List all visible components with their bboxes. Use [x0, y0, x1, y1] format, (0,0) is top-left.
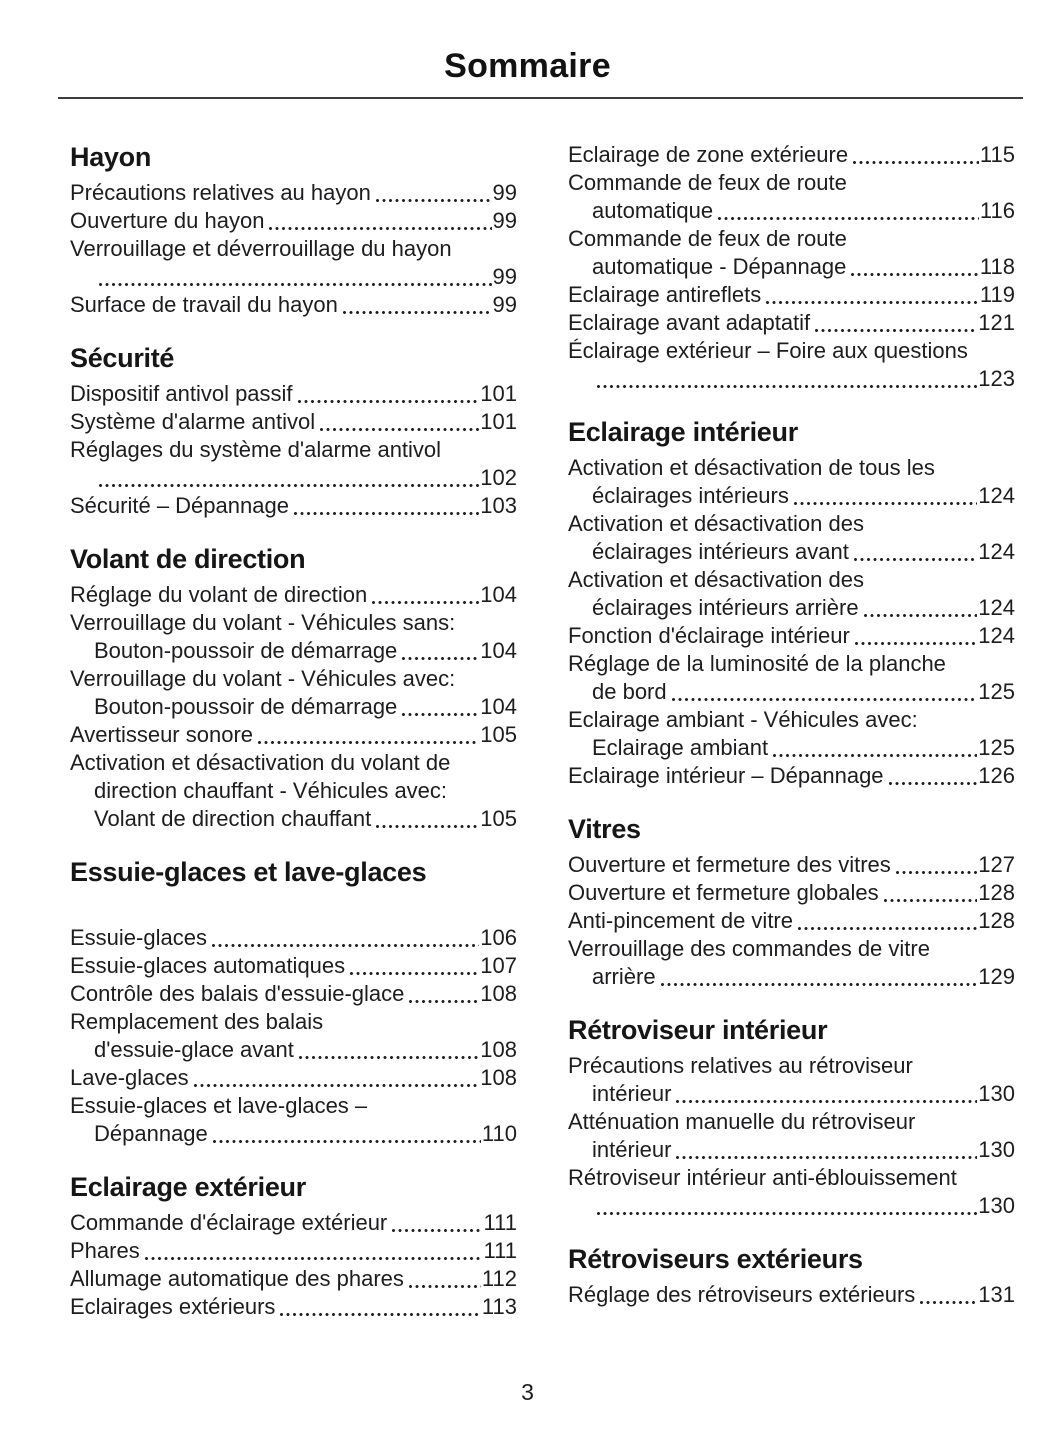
entry-label: Système d'alarme antivol: [70, 409, 316, 434]
dot-leader: [676, 1156, 977, 1159]
toc-column-left: [70, 141, 517, 1344]
entry-last-line: [568, 309, 1015, 337]
entry-last-line: [70, 464, 517, 492]
entry-page-number: 124: [978, 483, 1015, 508]
page-number: 3: [521, 1379, 534, 1405]
dot-leader: [853, 161, 979, 164]
entry-page-number: 116: [979, 198, 1015, 223]
section-heading: Volant de direction: [70, 544, 306, 574]
dot-leader: [269, 227, 491, 230]
entry-page-number: 113: [481, 1294, 517, 1319]
entry-page-number: 99: [492, 208, 517, 233]
toc-entry: [568, 225, 1015, 281]
entry-last-line: [70, 263, 517, 291]
entry-last-line: [568, 1192, 1015, 1220]
entry-label: automatique: [592, 198, 714, 223]
entry-label: Ouverture et fermeture globales: [568, 880, 879, 905]
entry-label: Eclairage ambiant - Véhicules avec:: [568, 707, 918, 732]
entry-last-line: [70, 1293, 517, 1321]
toc-entry: [568, 907, 1015, 935]
toc-entry: [568, 935, 1015, 991]
toc-section: [70, 342, 517, 520]
entry-last-line: [70, 1120, 517, 1148]
entry-last-line: [70, 291, 517, 319]
toc-entry: [568, 1164, 1015, 1220]
entry-page-number: 111: [483, 1238, 517, 1263]
section-heading: Vitres: [568, 814, 641, 844]
entry-label: Dispositif antivol passif: [70, 381, 293, 406]
toc-entry: [70, 492, 517, 520]
entry-label: Eclairage de zone extérieure: [568, 142, 849, 167]
entry-last-line: [70, 581, 517, 609]
dot-leader: [851, 273, 979, 276]
toc-entry: [70, 408, 517, 436]
dot-leader: [597, 385, 977, 388]
entry-label: Eclairages extérieurs: [70, 1294, 276, 1319]
entry-page-number: 119: [979, 282, 1015, 307]
entry-label: Volant de direction chauffant: [94, 806, 372, 831]
toc-entry: [568, 622, 1015, 650]
entry-page-number: 131: [978, 1282, 1015, 1307]
section-heading: Rétroviseurs extérieurs: [568, 1244, 863, 1274]
entry-last-line: [568, 678, 1015, 706]
entry-last-line: [70, 980, 517, 1008]
entry-page-number: 127: [978, 852, 1015, 877]
toc-entry: [70, 1293, 517, 1321]
entry-label: Verrouillage du volant - Véhicules avec:: [70, 666, 456, 691]
toc-entry: [70, 749, 517, 833]
entry-label: Activation et désactivation de tous les: [568, 455, 935, 480]
entry-page-number: 108: [480, 1037, 517, 1062]
entry-page-number: 130: [978, 1081, 1015, 1106]
entry-page-number: 129: [978, 964, 1015, 989]
entry-label: automatique - Dépannage: [592, 254, 847, 279]
entry-label: Eclairage intérieur – Dépannage: [568, 763, 884, 788]
entry-last-line: [70, 924, 517, 952]
toc-entry: [568, 1052, 1015, 1108]
entry-page-number: 101: [480, 409, 517, 434]
entry-page-number: 123: [978, 366, 1015, 391]
dot-leader: [320, 428, 479, 431]
entry-page-number: 104: [480, 638, 517, 663]
entry-last-line: [70, 207, 517, 235]
toc-entry: [568, 510, 1015, 566]
toc-section: [70, 141, 517, 319]
entry-label: Réglage de la luminosité de la planche: [568, 651, 946, 676]
entry-label: Rétroviseur intérieur anti-éblouissement: [568, 1165, 957, 1190]
entry-last-line: [568, 197, 1015, 225]
entry-last-line: [568, 253, 1015, 281]
dot-leader: [798, 927, 977, 930]
dot-leader: [372, 601, 479, 604]
entry-label: Commande d'éclairage extérieur: [70, 1210, 388, 1235]
entry-last-line: [568, 141, 1015, 169]
entry-last-line: [568, 1281, 1015, 1309]
entry-page-number: 130: [978, 1193, 1015, 1218]
entry-page-number: 108: [480, 1065, 517, 1090]
toc-entry: [568, 337, 1015, 393]
entry-last-line: [70, 805, 517, 833]
entry-label: Activation et désactivation du volant de: [70, 750, 451, 775]
toc-section: [568, 416, 1015, 790]
entry-last-line: [70, 1265, 517, 1293]
entry-page-number: 126: [978, 763, 1015, 788]
entry-page-number: 121: [978, 310, 1015, 335]
dot-leader: [676, 1100, 977, 1103]
dot-leader: [376, 199, 492, 202]
entry-last-line: [70, 1237, 517, 1265]
entry-label: Dépannage: [94, 1121, 208, 1146]
entry-label: Avertisseur sonore: [70, 722, 254, 747]
dot-leader: [258, 741, 479, 744]
dot-leader: [402, 657, 479, 660]
entry-page-number: 103: [480, 493, 517, 518]
entry-last-line: [70, 1064, 517, 1092]
entry-label: Réglage du volant de direction: [70, 582, 368, 607]
entry-last-line: [70, 492, 517, 520]
toc-entry: [70, 235, 517, 291]
entry-label: Réglage des rétroviseurs extérieurs: [568, 1282, 916, 1307]
entry-page-number: 124: [978, 623, 1015, 648]
entry-label: Réglages du système d'alarme antivol: [70, 437, 442, 462]
dot-leader: [766, 301, 979, 304]
dot-leader: [99, 283, 492, 286]
toc-entry: [568, 309, 1015, 337]
entry-label: Atténuation manuelle du rétroviseur: [568, 1109, 916, 1134]
section-heading: Eclairage intérieur: [568, 417, 798, 447]
entry-last-line: [568, 1080, 1015, 1108]
toc-entry: [568, 141, 1015, 169]
entry-last-line: [70, 721, 517, 749]
entry-last-line: [70, 380, 517, 408]
entry-page-number: 118: [979, 254, 1015, 279]
toc-section: [568, 813, 1015, 991]
entry-label: Commande de feux de route: [568, 226, 847, 251]
entry-page-number: 110: [481, 1121, 517, 1146]
dot-leader: [392, 1229, 482, 1232]
entry-label: intérieur: [592, 1137, 672, 1162]
toc-entry: [70, 380, 517, 408]
entry-last-line: [70, 408, 517, 436]
toc-entry: [568, 851, 1015, 879]
entry-label: Ouverture et fermeture des vitres: [568, 852, 891, 877]
dot-leader: [672, 698, 978, 701]
entry-last-line: [568, 365, 1015, 393]
entry-page-number: 99: [492, 264, 517, 289]
entry-label: de bord: [592, 679, 667, 704]
entry-label: Remplacement des balais: [70, 1009, 324, 1034]
dot-leader: [402, 713, 479, 716]
toc-entry: [568, 650, 1015, 706]
entry-label: Bouton-poussoir de démarrage: [94, 638, 398, 663]
entry-label: Éclairage extérieur – Foire aux questions: [568, 338, 968, 363]
entry-label: Surface de travail du hayon: [70, 292, 338, 317]
toc-section: [568, 141, 1015, 393]
entry-page-number: 112: [481, 1266, 517, 1291]
entry-label: Sécurité – Dépannage: [70, 493, 289, 518]
entry-label: éclairages intérieurs: [592, 483, 789, 508]
dot-leader: [854, 558, 977, 561]
toc-entry: [70, 980, 517, 1008]
entry-label: Verrouillage des commandes de vitre: [568, 936, 930, 961]
entry-last-line: [568, 963, 1015, 991]
toc-entry: [568, 169, 1015, 225]
entry-last-line: [568, 879, 1015, 907]
toc-section: [568, 1243, 1015, 1309]
entry-label: Verrouillage et déverrouillage du hayon: [70, 236, 452, 261]
dot-leader: [794, 502, 977, 505]
entry-last-line: [568, 622, 1015, 650]
dot-leader: [280, 1313, 480, 1316]
toc-entry: [70, 291, 517, 319]
entry-last-line: [70, 637, 517, 665]
entry-label: Précautions relatives au hayon: [70, 180, 371, 205]
dot-leader: [99, 484, 479, 487]
toc-entry: [70, 721, 517, 749]
entry-label: Lave-glaces: [70, 1065, 189, 1090]
dot-leader: [212, 944, 479, 947]
dot-leader: [298, 400, 480, 403]
entry-page-number: 105: [480, 722, 517, 747]
entry-last-line: [568, 907, 1015, 935]
dot-leader: [889, 782, 978, 785]
entry-label: Activation et désactivation des: [568, 511, 864, 536]
toc-column-right: [568, 141, 1015, 1332]
entry-label: d'essuie-glace avant: [94, 1037, 294, 1062]
toc-entry: [568, 762, 1015, 790]
entry-page-number: 108: [480, 981, 517, 1006]
entry-label: Bouton-poussoir de démarrage: [94, 694, 398, 719]
toc-entry: [70, 207, 517, 235]
entry-label: Essuie-glaces automatiques: [70, 953, 346, 978]
page-title: Sommaire: [444, 47, 611, 85]
dot-leader: [718, 217, 979, 220]
toc-entry: [568, 706, 1015, 762]
toc-entry: [568, 879, 1015, 907]
entry-page-number: 107: [480, 953, 517, 978]
toc-entry: [70, 665, 517, 721]
entry-label: Fonction d'éclairage intérieur: [568, 623, 850, 648]
entry-last-line: [568, 594, 1015, 622]
toc-entry: [70, 179, 517, 207]
toc-entry: [568, 1281, 1015, 1309]
toc-columns: [0, 99, 1055, 1344]
section-heading: Sécurité: [70, 343, 175, 373]
entry-page-number: 124: [978, 595, 1015, 620]
entry-label: Essuie-glaces et lave-glaces –: [70, 1093, 368, 1118]
entry-last-line: [70, 693, 517, 721]
entry-label: Phares: [70, 1238, 140, 1263]
dot-leader: [376, 825, 479, 828]
entry-label: Commande de feux de route: [568, 170, 847, 195]
toc-entry: [70, 1237, 517, 1265]
entry-last-line: [568, 734, 1015, 762]
entry-last-line: [568, 851, 1015, 879]
entry-page-number: 104: [480, 582, 517, 607]
entry-page-number: 130: [978, 1137, 1015, 1162]
toc-entry: [70, 581, 517, 609]
toc-entry: [70, 1064, 517, 1092]
entry-page-number: 128: [978, 908, 1015, 933]
dot-leader: [864, 614, 978, 617]
entry-label: Eclairage avant adaptatif: [568, 310, 811, 335]
entry-page-number: 102: [480, 465, 517, 490]
entry-page-number: 124: [978, 539, 1015, 564]
entry-label: Contrôle des balais d'essuie-glace: [70, 981, 405, 1006]
toc-entry: [70, 609, 517, 665]
entry-label: Activation et désactivation des: [568, 567, 864, 592]
entry-last-line: [568, 1136, 1015, 1164]
entry-label: Eclairage ambiant: [592, 735, 769, 760]
dot-leader: [343, 311, 492, 314]
entry-page-number: 128: [978, 880, 1015, 905]
entry-label: Essuie-glaces: [70, 925, 207, 950]
entry-label: éclairages intérieurs arrière: [592, 595, 859, 620]
entry-label: intérieur: [592, 1081, 672, 1106]
entry-label: Allumage automatique des phares: [70, 1266, 404, 1291]
entry-label: éclairages intérieurs avant: [592, 539, 849, 564]
toc-entry: [568, 281, 1015, 309]
entry-page-number: 111: [483, 1210, 517, 1235]
entry-last-line: [70, 1036, 517, 1064]
dot-leader: [815, 329, 977, 332]
entry-page-number: 106: [480, 925, 517, 950]
toc-entry: [70, 952, 517, 980]
toc-entry: [70, 924, 517, 952]
toc-section: [70, 856, 517, 1148]
toc-section: [70, 543, 517, 833]
entry-page-number: 101: [480, 381, 517, 406]
entry-last-line: [70, 179, 517, 207]
section-heading: Eclairage extérieur: [70, 1172, 306, 1202]
dot-leader: [773, 754, 977, 757]
entry-label: Précautions relatives au rétroviseur: [568, 1053, 913, 1078]
entry-last-line: [568, 762, 1015, 790]
entry-page-number: 125: [978, 735, 1015, 760]
entry-label: Eclairage antireflets: [568, 282, 762, 307]
toc-entry: [70, 1209, 517, 1237]
dot-leader: [299, 1056, 479, 1059]
dot-leader: [294, 512, 479, 515]
dot-leader: [409, 1285, 481, 1288]
entry-page-number: 104: [480, 694, 517, 719]
dot-leader: [855, 642, 977, 645]
section-heading: Hayon: [70, 142, 152, 172]
entry-page-number: 99: [492, 180, 517, 205]
dot-leader: [597, 1212, 977, 1215]
entry-page-number: 99: [492, 292, 517, 317]
entry-label: Anti-pincement de vitre: [568, 908, 793, 933]
toc-section: [568, 1014, 1015, 1220]
entry-label: Verrouillage du volant - Véhicules sans:: [70, 610, 456, 635]
toc-entry: [568, 454, 1015, 510]
entry-last-line: [568, 281, 1015, 309]
entry-label: Ouverture du hayon: [70, 208, 265, 233]
dot-leader: [213, 1140, 481, 1143]
entry-last-line: [70, 1209, 517, 1237]
toc-entry: [568, 566, 1015, 622]
section-heading: Rétroviseur intérieur: [568, 1015, 828, 1045]
dot-leader: [884, 899, 978, 902]
dot-leader: [409, 1000, 479, 1003]
dot-leader: [194, 1084, 480, 1087]
entry-page-number: 105: [480, 806, 517, 831]
entry-last-line: [568, 482, 1015, 510]
dot-leader: [896, 871, 977, 874]
toc-entry: [70, 1092, 517, 1148]
entry-last-line: [70, 952, 517, 980]
dot-leader: [145, 1257, 483, 1260]
dot-leader: [350, 972, 479, 975]
toc-entry: [70, 436, 517, 492]
toc-entry: [70, 1265, 517, 1293]
toc-entry: [70, 1008, 517, 1064]
dot-leader: [661, 983, 978, 986]
entry-label: arrière: [592, 964, 656, 989]
entry-last-line: [568, 538, 1015, 566]
toc-entry: [568, 1108, 1015, 1164]
entry-page-number: 125: [978, 679, 1015, 704]
toc-section: [70, 1171, 517, 1321]
entry-label: direction chauffant - Véhicules avec:: [94, 778, 448, 803]
dot-leader: [920, 1301, 977, 1304]
entry-page-number: 115: [979, 142, 1015, 167]
section-heading: Essuie-glaces et lave-glaces: [70, 857, 427, 887]
